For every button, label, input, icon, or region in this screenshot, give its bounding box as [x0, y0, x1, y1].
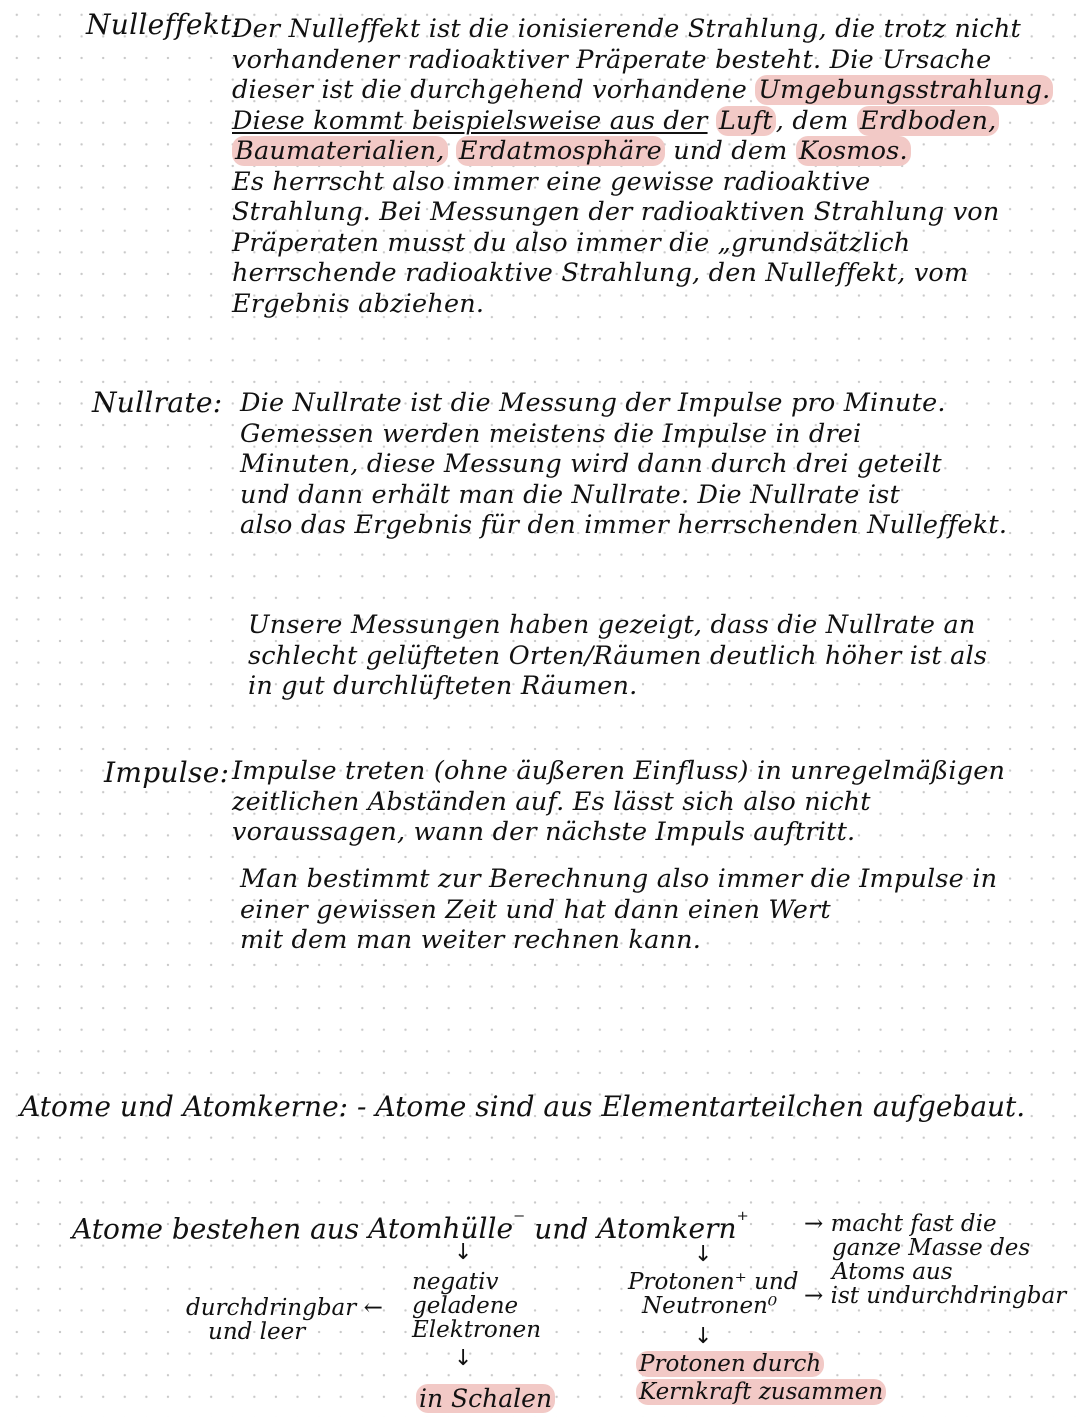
atomhuelle-label: Atomhülle⁻ — [368, 1206, 526, 1246]
text-line: voraussagen, wann der nächste Impuls auftritt. — [232, 817, 856, 847]
text-line: mit dem man weiter rechnen kann. — [240, 925, 702, 955]
elektronen-note — [412, 1270, 541, 1342]
highlight-erdboden: Erdboden, — [857, 106, 1000, 136]
nullrate-definition — [240, 388, 1007, 541]
impulse-definition — [232, 756, 1005, 848]
note-line: negativ — [412, 1269, 499, 1295]
note-line: → macht fast die — [804, 1211, 997, 1237]
text-line: Präperaten musst du also immer die „grundsätzlich — [232, 227, 911, 258]
text-fragment: und dem — [673, 136, 788, 166]
term-nulleffekt: Nulleffekt: — [86, 8, 242, 41]
note-line: Elektronen — [412, 1317, 542, 1343]
note-line: ganze Masse des — [832, 1235, 1031, 1261]
atome-composition — [72, 1206, 749, 1245]
impulse-calculation — [240, 864, 997, 956]
note-line: Neutronen⁰ — [642, 1293, 778, 1319]
term-impulse: Impulse: — [104, 756, 230, 789]
text-line: Unsere Messungen haben gezeigt, dass die Nullrate an — [248, 610, 976, 640]
highlight-umgebungsstrahlung: Umgebungsstrahlung. — [755, 75, 1053, 105]
highlight-kernkraft: Kernkraft zusammen — [636, 1379, 886, 1405]
text-fragment: dieser ist die durchgehend vorhandene — [232, 75, 748, 105]
text-line: Strahlung. Bei Messungen der radioaktiven Strahlung von — [232, 197, 1000, 227]
text-line — [232, 136, 1053, 167]
nulleffekt-definition — [232, 14, 1053, 319]
text-line: schlecht gelüfteten Orten/Räumen deutlich höher ist als — [248, 640, 988, 671]
heading-text: - Atome sind aus Elementarteilchen aufgebaut. — [357, 1090, 1026, 1123]
note-line: Atoms aus — [832, 1259, 953, 1285]
heading-term: Atome und Atomkerne: — [20, 1090, 349, 1123]
text-line: herrschende radioaktive Strahlung, den Nulleffekt, vom — [232, 258, 969, 288]
text-line: Minuten, diese Messung wird dann durch drei geteilt — [240, 449, 942, 479]
text-line: Impulse treten (ohne äußeren Einfluss) in unregelmäßigen — [232, 756, 1006, 786]
text-line — [232, 75, 1053, 106]
highlight-erdatmosphaere: Erdatmosphäre — [456, 136, 665, 166]
text-line: Die Nullrate ist die Messung der Impulse pro Minute. — [240, 388, 946, 418]
text-fragment: Atome bestehen aus — [72, 1212, 360, 1246]
kernkraft-note — [636, 1352, 886, 1404]
text-line: also das Ergebnis für den immer herrschenden Nulleffekt. — [240, 510, 1008, 540]
arrow-down-icon: ↓ — [454, 1240, 473, 1265]
text-line: Man bestimmt zur Berechnung also immer die Impulse in — [240, 864, 998, 894]
text-fragment: Diese kommt beispielsweise aus der — [232, 105, 708, 136]
note-line: und leer — [208, 1319, 306, 1345]
note-line: → ist undurchdringbar — [804, 1283, 1067, 1309]
note-line: durchdringbar ← — [186, 1295, 383, 1321]
highlight-luft: Luft — [716, 106, 776, 136]
atomhuelle-properties — [186, 1296, 383, 1344]
highlight-kosmos: Kosmos. — [796, 136, 911, 166]
nukleonen-note — [628, 1270, 798, 1318]
text-line: in gut durchlüfteten Räumen. — [248, 671, 638, 701]
nullrate-observation — [248, 610, 987, 702]
text-line: vorhandener radioaktiver Präperate besteht. Die Ursache — [232, 44, 992, 75]
note-line: geladene — [412, 1293, 519, 1319]
text-line: einer gewissen Zeit und hat dann einen Wert — [240, 894, 831, 925]
term-nullrate: Nullrate: — [92, 386, 223, 419]
atomkern-label: Atomkern⁺ — [597, 1206, 749, 1246]
arrow-down-icon: ↓ — [694, 1324, 713, 1349]
arrow-down-icon: ↓ — [694, 1242, 713, 1267]
arrow-down-icon: ↓ — [454, 1346, 473, 1371]
atomkern-note — [804, 1212, 1066, 1308]
text-line: zeitlichen Abständen auf. Es lässt sich also nicht — [232, 786, 871, 817]
text-line: Es herrscht also immer eine gewisse radioaktive — [232, 166, 871, 197]
text-line: Der Nulleffekt ist die ionisierende Strahlung, die trotz nicht — [232, 14, 1021, 44]
note-line — [636, 1352, 886, 1376]
highlight-protonen: Protonen durch — [636, 1351, 824, 1377]
text-fragment: und — [534, 1212, 589, 1246]
atome-heading — [20, 1090, 1025, 1123]
note-line: Protonen⁺ und — [628, 1269, 799, 1295]
highlight-baumaterialien: Baumaterialien, — [232, 136, 448, 166]
highlight-schalen: in Schalen — [416, 1384, 555, 1413]
text-line: und dann erhält man die Nullrate. Die Nullrate ist — [240, 479, 900, 510]
schalen-note — [416, 1384, 555, 1413]
text-line: Ergebnis abziehen. — [232, 288, 485, 319]
text-line: Diese kommt beispielsweise aus der Luft , dem Erdboden, — [232, 106, 1053, 137]
note-line — [636, 1380, 886, 1404]
text-fragment: dem — [792, 105, 849, 136]
text-line: Gemessen werden meistens die Impulse in drei — [240, 418, 862, 449]
